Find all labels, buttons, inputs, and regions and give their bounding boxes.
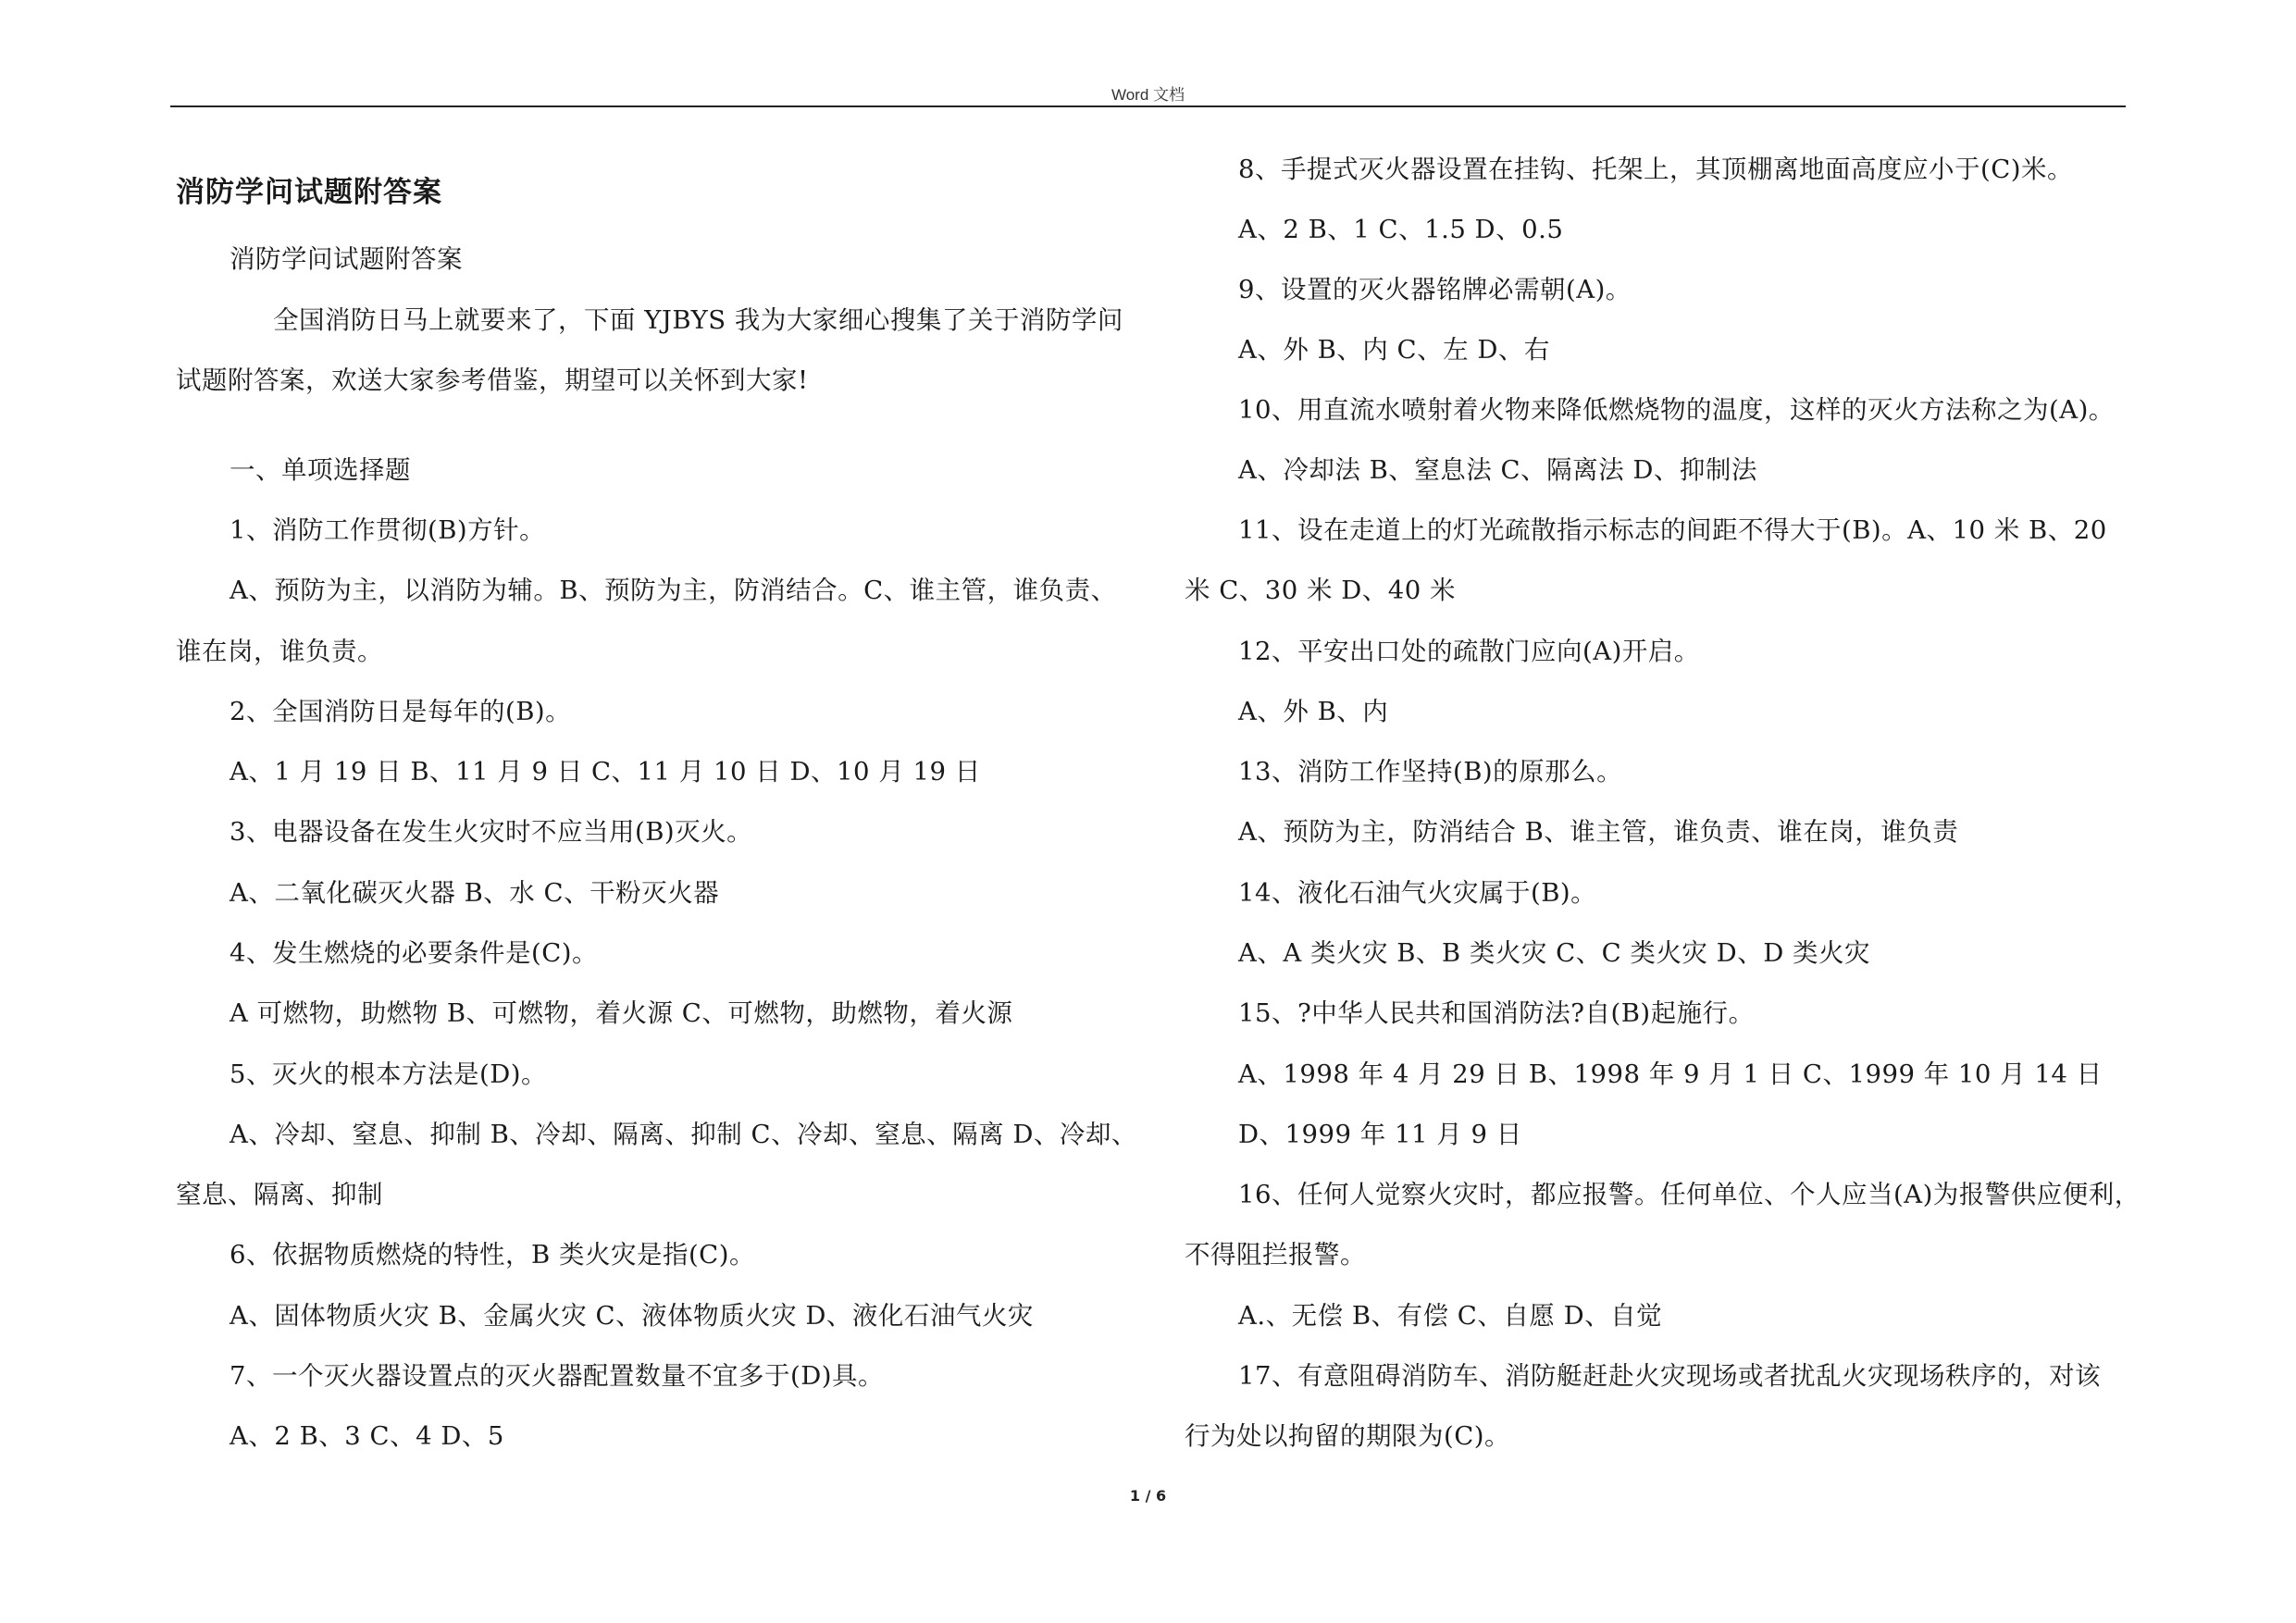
question-14: 14、液化石油气火灾属于(B)。 (1238, 878, 1597, 908)
question-12-options: A、外 B、内 (1238, 697, 1389, 726)
question-5-options-line-2: 窒息、隔离、抑制 (176, 1180, 383, 1209)
question-4-options: A 可燃物，助燃物 B、可燃物，着火源 C、可燃物，助燃物，着火源 (230, 998, 1013, 1028)
intro-line-1: 全国消防日马上就要来了，下面 YJBYS 我为大家细心搜集了关于消防学问 (273, 305, 1123, 335)
question-2: 2、全国消防日是每年的(B)。 (230, 697, 572, 726)
question-8-options: A、2 B、1 C、1.5 D、0.5 (1238, 215, 1564, 244)
question-16-line-1: 16、任何人觉察火灾时，都应报警。任何单位、个人应当(A)为报警供应便利， (1238, 1180, 2141, 1209)
question-3-options: A、二氧化碳灭火器 B、水 C、干粉灭火器 (230, 878, 720, 908)
question-16-line-2: 不得阻拦报警。 (1185, 1240, 1366, 1270)
question-15: 15、?中华人民共和国消防法?自(B)起施行。 (1238, 998, 1755, 1028)
question-10-options: A、冷却法 B、窒息法 C、隔离法 D、抑制法 (1238, 455, 1757, 485)
intro-line-2: 试题附答案，欢送大家参考借鉴，期望可以关怀到大家! (176, 365, 809, 395)
question-17-line-1: 17、有意阻碍消防车、消防艇赶赴火灾现场或者扰乱火灾现场秩序的，对该 (1238, 1361, 2101, 1391)
question-15-options-line-2: D、1999 年 11 月 9 日 (1238, 1120, 1522, 1149)
question-2-options: A、1 月 19 日 B、11 月 9 日 C、11 月 10 日 D、10 月 19 日 (230, 757, 981, 787)
question-11-line-1: 11、设在走道上的灯光疏散指示标志的间距不得大于(B)。A、10 米 B、20 (1238, 515, 2107, 545)
question-7-options: A、2 B、3 C、4 D、5 (230, 1421, 504, 1451)
question-13: 13、消防工作坚持(B)的原那么。 (1238, 757, 1623, 787)
question-11-line-2: 米 C、30 米 D、40 米 (1185, 576, 1457, 605)
question-5: 5、灭火的根本方法是(D)。 (230, 1059, 548, 1089)
question-5-options-line-1: A、冷却、窒息、抑制 B、冷却、隔离、抑制 C、冷却、窒息、隔离 D、冷却、 (230, 1120, 1137, 1149)
header-rule (170, 105, 2126, 107)
document-subtitle: 消防学问试题附答案 (230, 244, 463, 274)
question-1: 1、消防工作贯彻(B)方针。 (230, 515, 546, 545)
question-7: 7、一个灭火器设置点的灭火器配置数量不宜多于(D)具。 (230, 1361, 885, 1391)
section-heading: 一、单项选择题 (230, 455, 411, 485)
question-3: 3、电器设备在发生火灾时不应当用(B)灭火。 (230, 817, 753, 847)
header-label: Word 文档 (1111, 86, 1185, 104)
question-1-options-line-2: 谁在岗，谁负责。 (176, 637, 383, 666)
question-9-options: A、外 B、内 C、左 D、右 (1238, 335, 1550, 365)
question-15-options-line-1: A、1998 年 4 月 29 日 B、1998 年 9 月 1 日 C、1999 年 10 月 14 日 (1238, 1059, 2103, 1089)
question-4: 4、发生燃烧的必要条件是(C)。 (230, 938, 598, 968)
question-10: 10、用直流水喷射着火物来降低燃烧物的温度，这样的灭火方法称之为(A)。 (1238, 395, 2115, 425)
question-17-line-2: 行为处以拘留的期限为(C)。 (1185, 1421, 1510, 1451)
document-title: 消防学问试题附答案 (176, 176, 442, 209)
question-6-options: A、固体物质火灾 B、金属火灾 C、液体物质火灾 D、液化石油气火灾 (230, 1301, 1034, 1331)
question-12: 12、平安出口处的疏散门应向(A)开启。 (1238, 637, 1700, 666)
question-13-options: A、预防为主，防消结合 B、谁主管，谁负责、谁在岗，谁负责 (1238, 817, 1959, 847)
question-1-options-line-1: A、预防为主，以消防为辅。B、预防为主，防消结合。C、谁主管，谁负责、 (230, 576, 1117, 605)
question-14-options: A、A 类火灾 B、B 类火灾 C、C 类火灾 D、D 类火灾 (1238, 938, 1871, 968)
question-9: 9、设置的灭火器铭牌必需朝(A)。 (1238, 275, 1632, 304)
question-16-options: A.、无偿 B、有偿 C、自愿 D、自觉 (1238, 1301, 1663, 1331)
page-indicator: 1 / 6 (1129, 1487, 1167, 1505)
question-8: 8、手提式灭火器设置在挂钩、托架上，其顶棚离地面高度应小于(C)米。 (1238, 155, 2073, 184)
question-6: 6、依据物质燃烧的特性，B 类火灾是指(C)。 (230, 1240, 755, 1270)
